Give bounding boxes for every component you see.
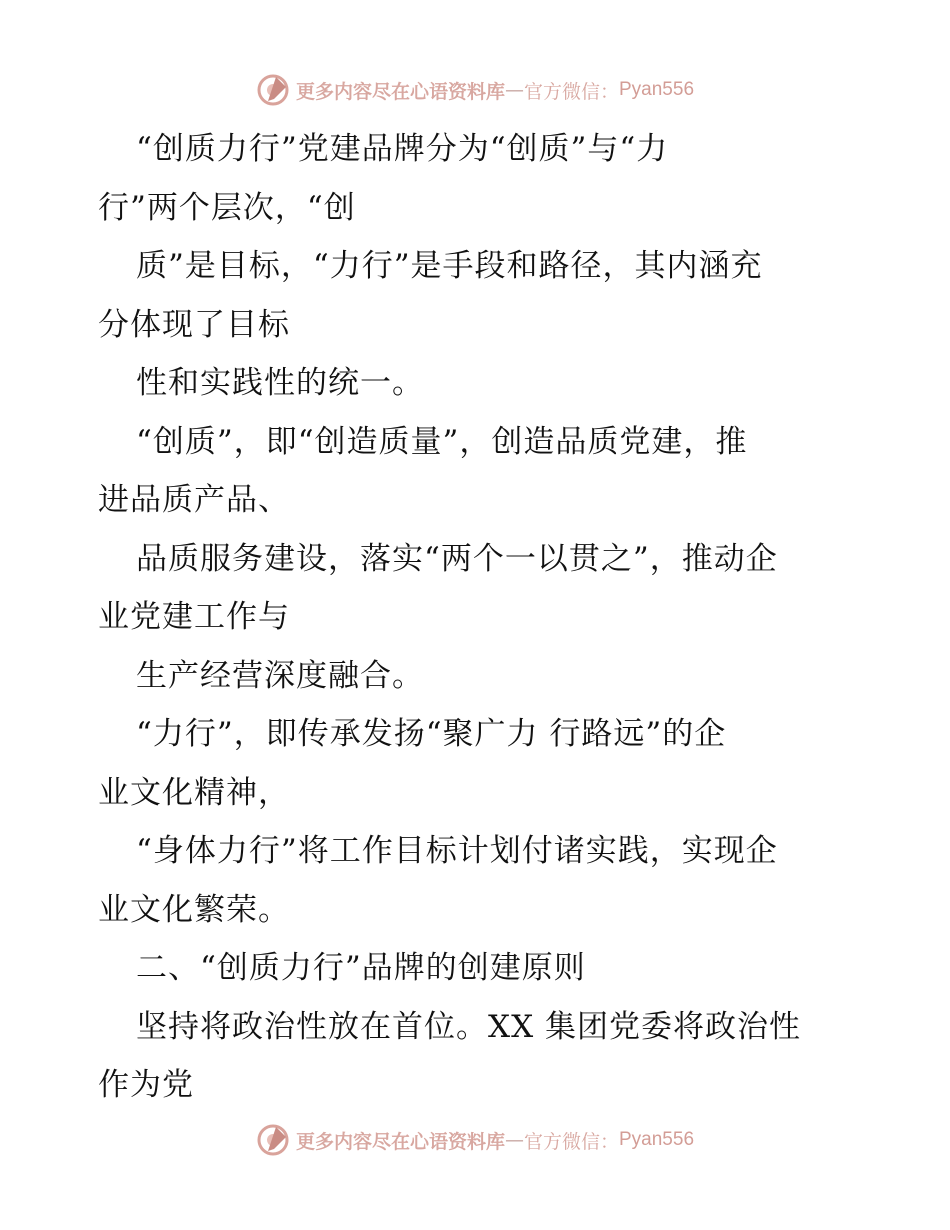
- text-line: 作为党: [98, 1067, 194, 1103]
- header-watermark: [0, 70, 950, 110]
- text-line: 业党建工作与: [98, 599, 290, 635]
- watermark-account: Pyan556: [619, 79, 695, 100]
- text-line: 性和实践性的统一。: [136, 365, 424, 401]
- watermark-separator: —: [504, 79, 524, 101]
- text-line: 生产经营深度融合。: [136, 657, 424, 694]
- text-line: 业文化精神，: [98, 774, 290, 811]
- text-line: “力行”，即传承发扬“聚广力 行路远”的企: [136, 716, 727, 752]
- document-body: [98, 120, 858, 1115]
- text-line: 品质服务建设，落实“两个一以贯之”，推动企: [136, 540, 778, 577]
- watermark-brand: 更多内容尽在心语资料库: [295, 1130, 505, 1153]
- text-line: “创质”，即“创造质量”，创造品质党建，推: [136, 423, 748, 460]
- pen-logo-icon: [256, 1123, 290, 1157]
- watermark-label: 官方微信：: [523, 80, 619, 103]
- text-line: 进品质产品、: [98, 482, 290, 518]
- watermark-separator: —: [504, 1129, 524, 1151]
- watermark-account: Pyan556: [619, 1129, 695, 1150]
- pen-logo-icon: [256, 73, 290, 107]
- footer-watermark: [0, 1120, 950, 1160]
- watermark-brand: 更多内容尽在心语资料库: [295, 80, 505, 103]
- text-line: 二、“创质力行”品牌的创建原则: [136, 950, 586, 986]
- text-line: 业文化繁荣。: [98, 891, 290, 928]
- watermark-label: 官方微信：: [523, 1130, 619, 1153]
- text-line: 质”是目标，“力行”是手段和路径，其内涵充: [136, 248, 763, 284]
- text-line: “身体力行”将工作目标计划付诸实践，实现企: [136, 833, 778, 869]
- text-line: “创质力行”党建品牌分为“创质”与“力: [136, 131, 669, 167]
- text-line: 坚持将政治性放在首位。XX 集团党委将政治性: [136, 1008, 801, 1045]
- text-line: 行”两个层次，“创: [98, 189, 356, 226]
- text-line: 分体现了目标: [98, 306, 290, 343]
